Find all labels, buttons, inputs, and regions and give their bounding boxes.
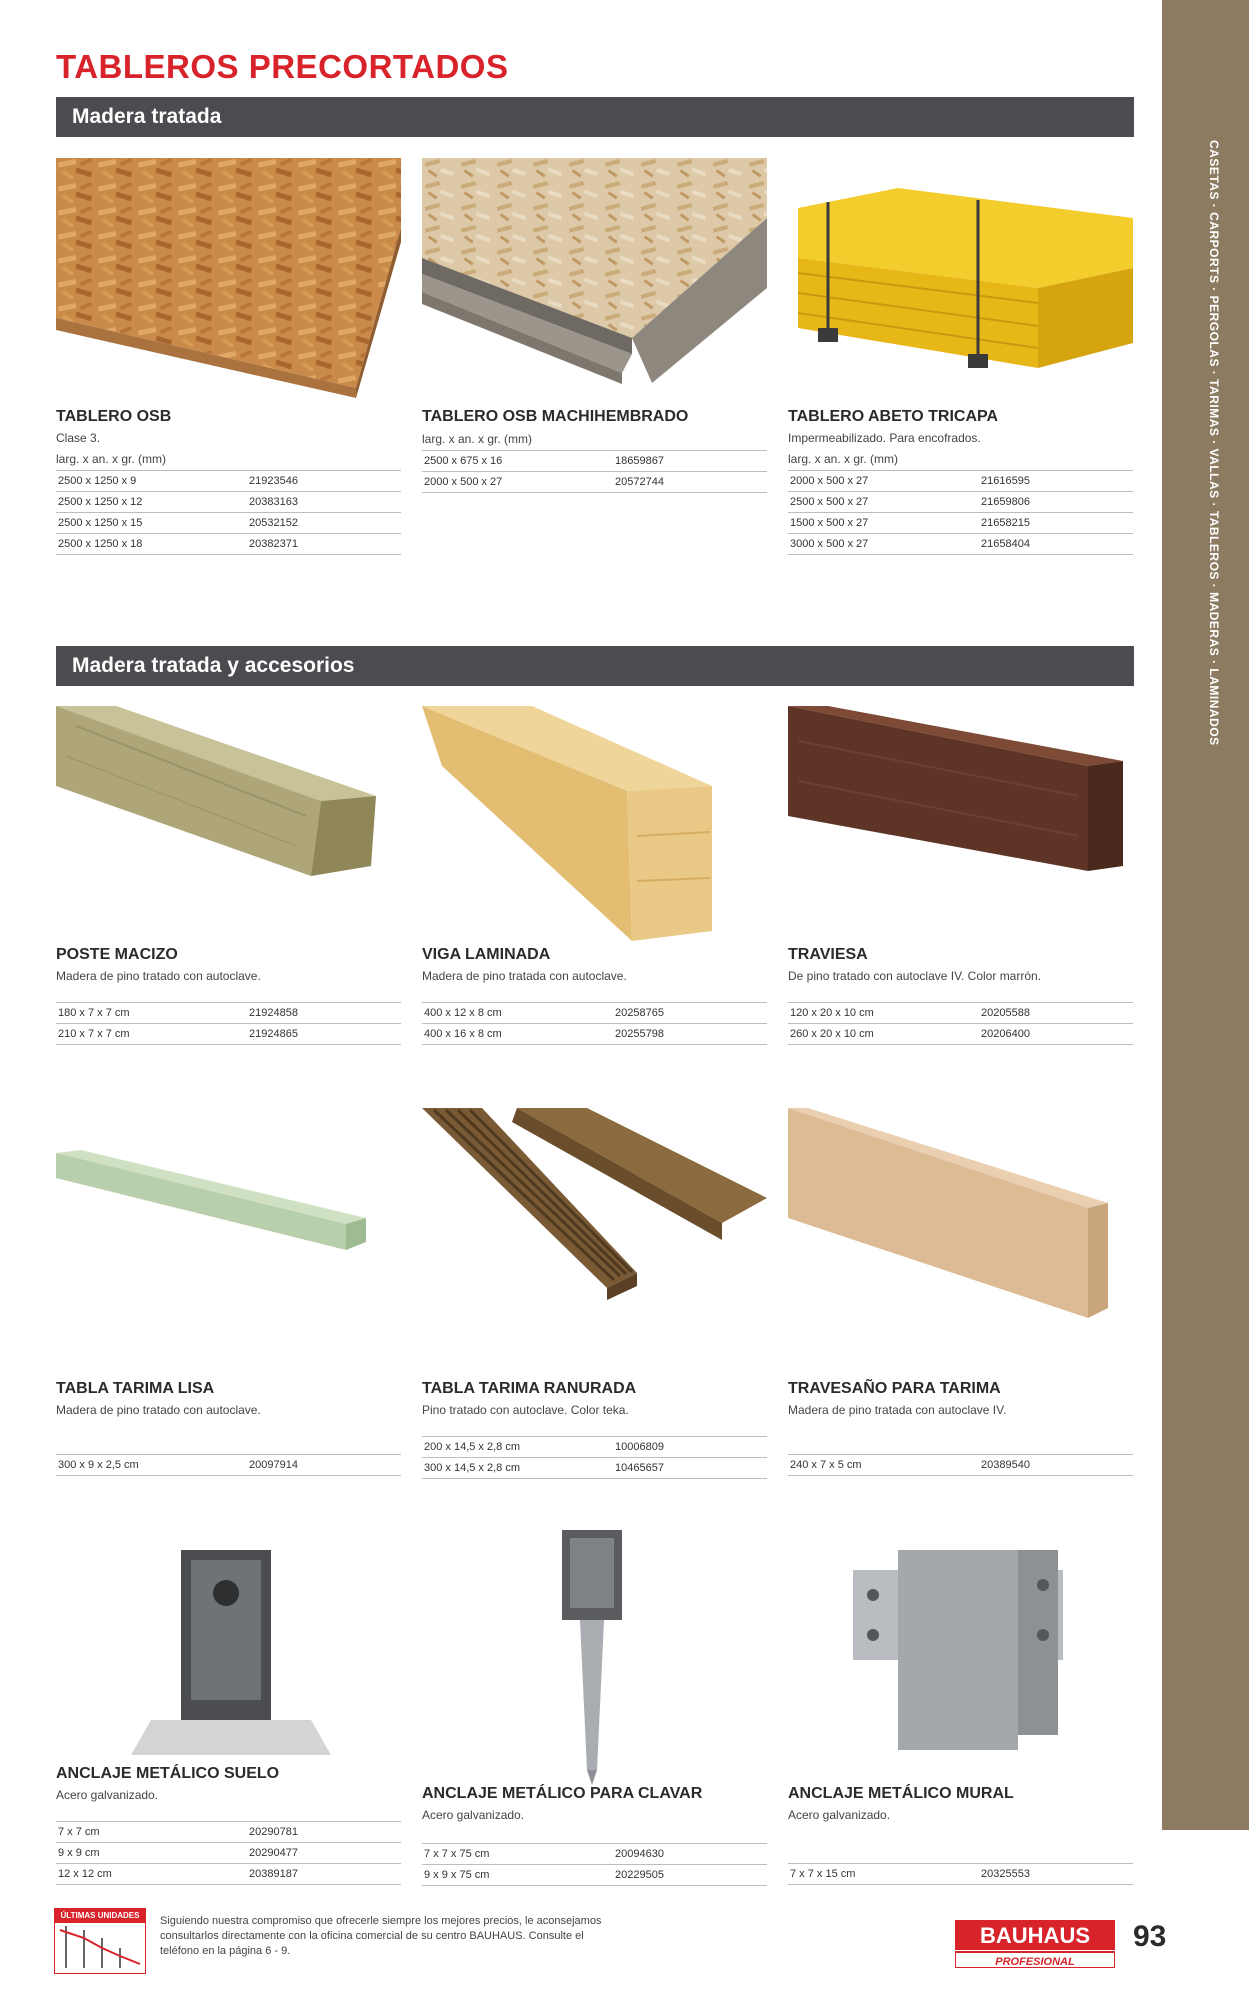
table-row [422, 1844, 767, 1865]
spec-table [56, 1454, 401, 1476]
product-name: ANCLAJE METÁLICO SUELO [56, 1765, 280, 1782]
product-description: Acero galvanizado. [56, 1788, 159, 1802]
product-anclaje-mural [788, 1530, 1133, 1885]
product-poste-macizo [56, 706, 401, 1045]
item-code-cell: 20389540 [979, 1455, 1133, 1476]
product-name: VIGA LAMINADA [422, 946, 551, 963]
product-name: TRAVIESA [788, 946, 868, 963]
table-row [422, 472, 767, 493]
table-row [788, 1455, 1133, 1476]
dimension-cell: 180 x 7 x 7 cm [56, 1003, 247, 1024]
dimension-cell: 240 x 7 x 5 cm [788, 1455, 979, 1476]
product-description: Acero galvanizado. [788, 1808, 891, 1822]
spec-table [788, 1454, 1133, 1476]
floor-anchor-image [56, 1540, 401, 1765]
dimension-cell: 120 x 20 x 10 cm [788, 1003, 979, 1024]
item-code-cell: 10006809 [613, 1437, 767, 1458]
spec-table [56, 470, 401, 555]
table-row [56, 1843, 401, 1864]
product-description: Madera de pino tratado con autoclave. [56, 1403, 261, 1417]
table-row [56, 1455, 401, 1476]
product-tabla-tarima-ranurada [422, 1108, 767, 1479]
product-viga-laminada [422, 706, 767, 1045]
spec-table [56, 1821, 401, 1885]
table-row [422, 1003, 767, 1024]
product-description: Madera de pino tratado con autoclave. [56, 969, 261, 983]
spec-table [422, 1436, 767, 1479]
spec-table [56, 1002, 401, 1045]
spec-table [422, 1002, 767, 1045]
railway-sleeper-image [788, 706, 1133, 946]
dimension-header: larg. x an. x gr. (mm) [422, 432, 533, 446]
item-code-cell: 20325553 [979, 1864, 1133, 1885]
bauhaus-logo-subtitle: PROFESIONAL [995, 1956, 1075, 1968]
dimension-cell: 2500 x 1250 x 15 [56, 513, 247, 534]
table-row [422, 1437, 767, 1458]
dimension-cell: 400 x 12 x 8 cm [422, 1003, 613, 1024]
side-category-tab: CASETAS · CARPORTS · PERGOLAS · TARIMAS · VALLAS · TABLEROS · MADERAS · LAMINADOS [1207, 140, 1221, 746]
product-name: TABLA TARIMA LISA [56, 1380, 215, 1397]
product-tablero-abeto-tricapa [788, 158, 1133, 555]
grooved-deck-board-image [422, 1108, 767, 1380]
product-description: Impermeabilizado. Para encofrados. [788, 431, 981, 445]
dimension-cell: 2500 x 675 x 16 [422, 451, 613, 472]
product-name: TABLERO OSB MACHIHEMBRADO [422, 408, 689, 425]
bauhaus-logo [955, 1920, 1115, 1968]
table-row [422, 1024, 767, 1045]
product-anclaje-clavar [422, 1530, 767, 1886]
product-name: POSTE MACIZO [56, 946, 178, 963]
dimension-cell: 2500 x 1250 x 9 [56, 471, 247, 492]
dimension-cell: 2000 x 500 x 27 [422, 472, 613, 493]
page-title: TABLEROS PRECORTADOS [56, 48, 509, 85]
laminated-beam-image [422, 706, 767, 946]
item-code-cell: 21923546 [247, 471, 401, 492]
product-description: De pino tratado con autoclave IV. Color marrón. [788, 969, 1042, 983]
product-travesano-tarima [788, 1108, 1133, 1476]
item-code-cell: 21924858 [247, 1003, 401, 1024]
table-row [788, 1024, 1133, 1045]
spec-table [788, 1002, 1133, 1045]
dimension-cell: 400 x 16 x 8 cm [422, 1024, 613, 1045]
table-row [56, 1822, 401, 1843]
table-row [56, 513, 401, 534]
item-code-cell: 21616595 [979, 471, 1133, 492]
item-code-cell: 20229505 [613, 1865, 767, 1886]
table-row [788, 471, 1133, 492]
item-code-cell: 20255798 [613, 1024, 767, 1045]
dimension-cell: 200 x 14,5 x 2,8 cm [422, 1437, 613, 1458]
footer-disclaimer: Siguiendo nuestra compromiso que ofrecerle siempre los mejores precios, le aconsejamos consultarlos directamente con la oficina comercial de su centro BAUHAUS. Consulte el teléfono en la página 6 - 9. [160, 1915, 602, 1957]
table-row [56, 492, 401, 513]
table-row [56, 1864, 401, 1885]
dimension-cell: 260 x 20 x 10 cm [788, 1024, 979, 1045]
product-tablero-osb-machihembrado [422, 158, 767, 493]
item-code-cell: 20097914 [247, 1455, 401, 1476]
product-name: ANCLAJE METÁLICO PARA CLAVAR [422, 1785, 703, 1802]
fir-panel-stack-image [788, 158, 1133, 398]
osb-tongue-groove-image [422, 158, 767, 398]
item-code-cell: 20290781 [247, 1822, 401, 1843]
product-anclaje-suelo [56, 1540, 401, 1885]
smooth-deck-board-image [56, 1108, 401, 1380]
product-description: Madera de pino tratada con autoclave. [422, 969, 627, 983]
item-code-cell: 20389187 [247, 1864, 401, 1885]
last-units-badge-label: ÚLTIMAS UNIDADES [60, 1911, 140, 1920]
item-code-cell: 21658215 [979, 513, 1133, 534]
item-code-cell: 20205588 [979, 1003, 1133, 1024]
dimension-cell: 300 x 9 x 2,5 cm [56, 1455, 247, 1476]
item-code-cell: 20382371 [247, 534, 401, 555]
spec-table [788, 1863, 1133, 1885]
table-row [788, 513, 1133, 534]
table-row [788, 534, 1133, 555]
product-name: TABLA TARIMA RANURADA [422, 1380, 637, 1397]
product-description: Acero galvanizado. [422, 1808, 525, 1822]
product-name: TRAVESAÑO PARA TARIMA [788, 1380, 1001, 1397]
dimension-cell: 7 x 7 cm [56, 1822, 247, 1843]
section-header-madera-tratada-accesorios: Madera tratada y accesorios [56, 646, 1134, 686]
product-description: Pino tratado con autoclave. Color teka. [422, 1403, 629, 1417]
spec-table [788, 470, 1133, 555]
deck-joist-image [788, 1108, 1133, 1380]
spike-anchor-image [422, 1530, 767, 1785]
item-code-cell: 18659867 [613, 451, 767, 472]
dimension-cell: 2500 x 1250 x 18 [56, 534, 247, 555]
product-name: TABLERO ABETO TRICAPA [788, 408, 999, 425]
solid-post-image [56, 706, 401, 946]
dimension-cell: 7 x 7 x 75 cm [422, 1844, 613, 1865]
section-header-madera-tratada: Madera tratada [56, 97, 1134, 137]
table-row [788, 1003, 1133, 1024]
dimension-cell: 2000 x 500 x 27 [788, 471, 979, 492]
dimension-cell: 2500 x 500 x 27 [788, 492, 979, 513]
item-code-cell: 21924865 [247, 1024, 401, 1045]
item-code-cell: 20094630 [613, 1844, 767, 1865]
page-number: 93 [1133, 1920, 1167, 1953]
item-code-cell: 20206400 [979, 1024, 1133, 1045]
table-row [56, 1003, 401, 1024]
item-code-cell: 20532152 [247, 513, 401, 534]
item-code-cell: 21659806 [979, 492, 1133, 513]
dimension-header: larg. x an. x gr. (mm) [56, 452, 167, 466]
last-units-badge [54, 1908, 146, 1974]
item-code-cell: 20290477 [247, 1843, 401, 1864]
dimension-cell: 12 x 12 cm [56, 1864, 247, 1885]
item-code-cell: 20258765 [613, 1003, 767, 1024]
dimension-cell: 3000 x 500 x 27 [788, 534, 979, 555]
table-row [422, 1865, 767, 1886]
table-row [56, 534, 401, 555]
table-row [788, 1864, 1133, 1885]
product-description: Madera de pino tratada con autoclave IV. [788, 1403, 1007, 1417]
table-row [56, 1024, 401, 1045]
table-row [788, 492, 1133, 513]
bauhaus-logo-name: BAUHAUS [980, 1923, 1090, 1948]
item-code-cell: 21658404 [979, 534, 1133, 555]
product-description: Clase 3. [56, 431, 101, 445]
osb-board-image [56, 158, 401, 398]
item-code-cell: 20383163 [247, 492, 401, 513]
dimension-cell: 1500 x 500 x 27 [788, 513, 979, 534]
table-row [422, 1458, 767, 1479]
wall-anchor-image [788, 1530, 1133, 1785]
dimension-cell: 7 x 7 x 15 cm [788, 1864, 979, 1885]
dimension-cell: 2500 x 1250 x 12 [56, 492, 247, 513]
dimension-cell: 210 x 7 x 7 cm [56, 1024, 247, 1045]
spec-table [422, 450, 767, 493]
table-row [422, 451, 767, 472]
product-name: TABLERO OSB [56, 408, 172, 425]
item-code-cell: 10465657 [613, 1458, 767, 1479]
dimension-header: larg. x an. x gr. (mm) [788, 452, 899, 466]
product-tabla-tarima-lisa [56, 1108, 401, 1476]
product-traviesa [788, 706, 1133, 1045]
table-row [56, 471, 401, 492]
dimension-cell: 300 x 14,5 x 2,8 cm [422, 1458, 613, 1479]
dimension-cell: 9 x 9 x 75 cm [422, 1865, 613, 1886]
product-name: ANCLAJE METÁLICO MURAL [788, 1785, 1014, 1802]
spec-table [422, 1843, 767, 1886]
dimension-cell: 9 x 9 cm [56, 1843, 247, 1864]
product-tablero-osb [56, 158, 401, 555]
item-code-cell: 20572744 [613, 472, 767, 493]
